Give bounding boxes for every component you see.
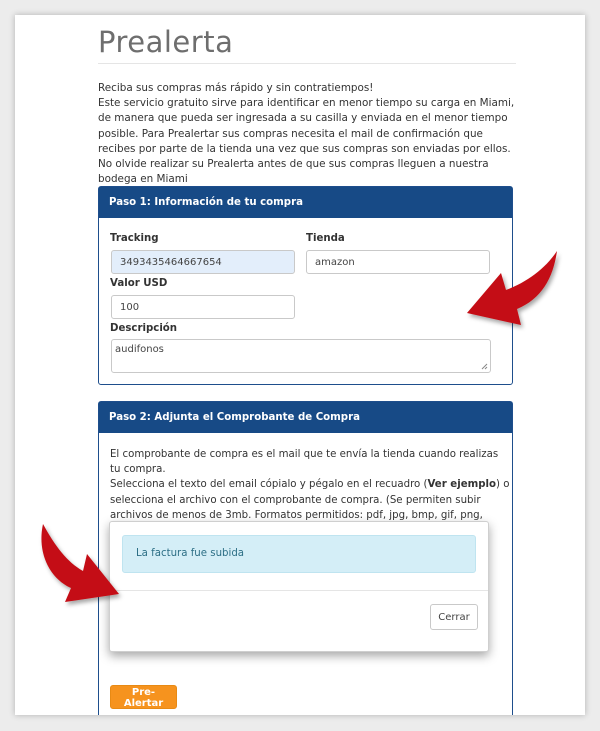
- see-example-link[interactable]: Ver ejemplo: [427, 479, 497, 491]
- pre-alert-button[interactable]: Pre-Alertar: [110, 685, 177, 709]
- value-usd-input[interactable]: [111, 295, 295, 319]
- page-title: Prealerta: [98, 25, 234, 59]
- tracking-label: Tracking: [110, 233, 159, 244]
- red-arrow-icon: [25, 520, 125, 620]
- intro-line-1: Reciba sus compras más rápido y sin contratiempos!: [98, 82, 374, 94]
- store-label: Tienda: [306, 233, 345, 244]
- red-arrow-icon: [455, 245, 565, 345]
- step2-paragraph-2-prefix: Selecciona el texto del email cópialo y pégalo en el recuadro (: [110, 479, 428, 491]
- modal-divider: [110, 590, 488, 591]
- title-divider: [98, 63, 516, 64]
- description-label: Descripción: [110, 323, 178, 334]
- step1-header: Paso 1: Información de tu compra: [99, 187, 512, 218]
- upload-success-alert: La factura fue subida: [122, 535, 476, 573]
- description-wrapper: [111, 339, 491, 373]
- step2-paragraph-1: El comprobante de compra es el mail que te envía la tienda cuando realizas tu compra.: [110, 449, 499, 476]
- close-button[interactable]: Cerrar: [430, 604, 478, 630]
- tracking-input[interactable]: [111, 250, 295, 274]
- intro-text: [98, 81, 518, 187]
- step2-header: Paso 2: Adjunta el Comprobante de Compra: [99, 402, 512, 433]
- upload-success-modal: [109, 521, 489, 652]
- step2-paragraph-2-suffix: ) o selecciona el archivo con el comprobante de compra. (Se permiten subir archivos de menos de 3mb. Formatos permitidos: pdf, jpg, bmp, gif, png,: [110, 479, 510, 521]
- step1-panel: [98, 186, 513, 385]
- intro-line-2: Este servicio gratuito sirve para identificar en menor tiempo su carga en Miami, de manera que pueda ser ingresada a su casilla y enviada en el menor tiempo posible. Para Prealertar sus compras necesita el mail de confirmación que recibes por parte de la tienda una vez que sus compras son enviadas por ellos. No olvide realizar su Prealerta antes de que sus compras lleguen a nuestra bodega en Miami: [98, 97, 515, 186]
- value-usd-label: Valor USD: [110, 278, 168, 289]
- description-textarea[interactable]: [111, 339, 491, 373]
- page-container: [15, 15, 585, 715]
- resize-grip-icon[interactable]: [481, 363, 488, 370]
